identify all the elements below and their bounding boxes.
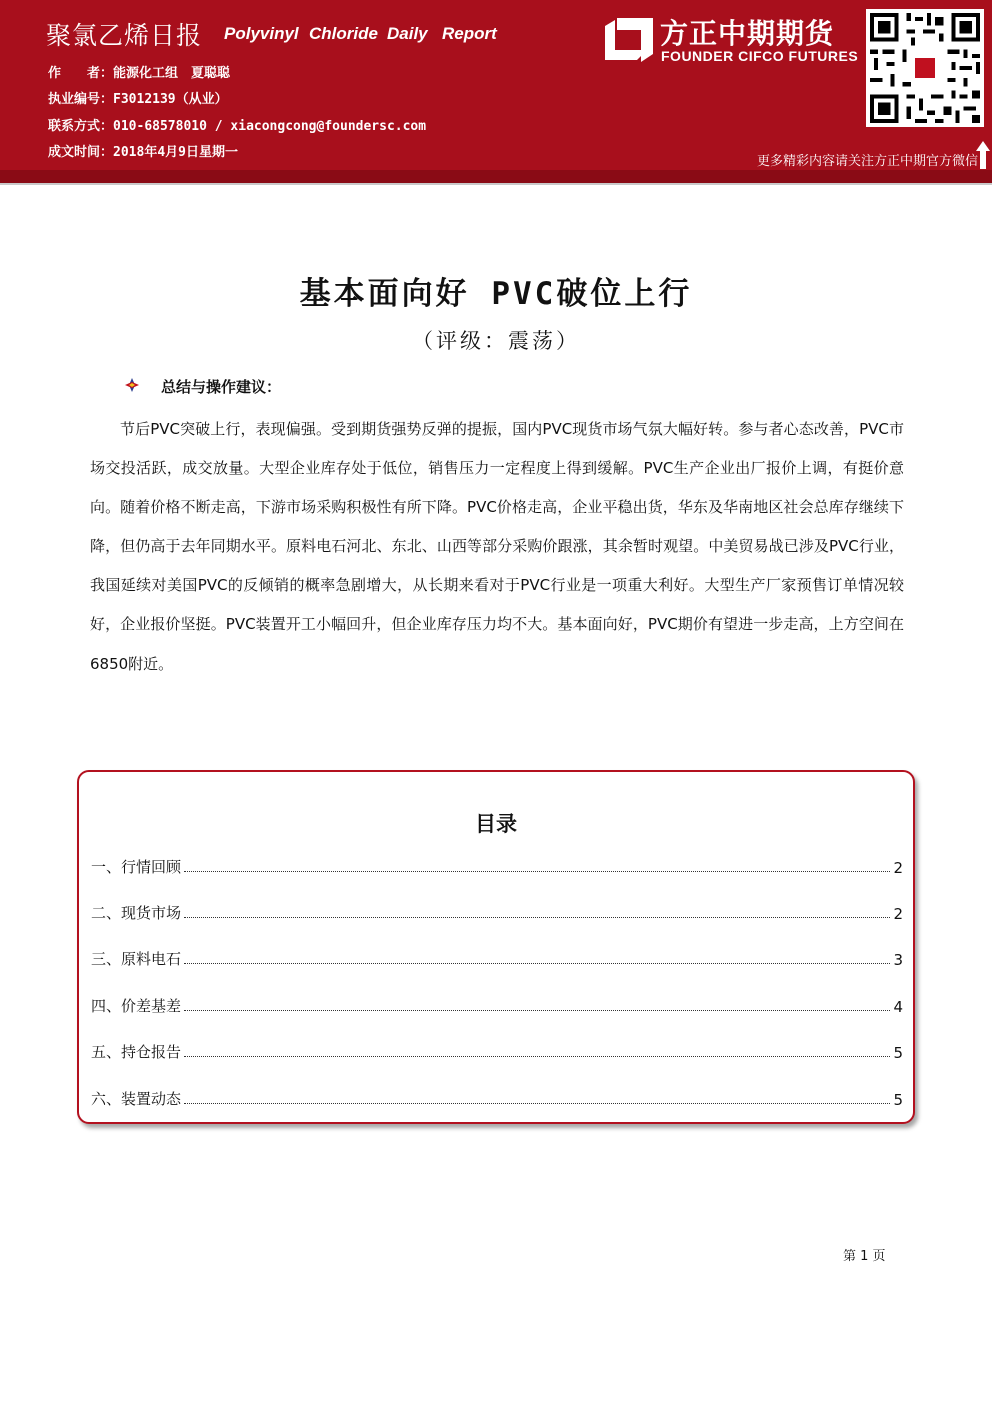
contact-label: 联系方式： xyxy=(48,119,114,134)
license-value: F3012139（从业） xyxy=(113,92,228,107)
toc-leader-dots xyxy=(184,871,890,872)
date-value: 2018年4月9日星期一 xyxy=(113,145,238,160)
toc-entry-page: 5 xyxy=(893,1091,903,1109)
report-series-en-word: Daily xyxy=(387,24,428,43)
toc-entry-page: 2 xyxy=(893,859,903,877)
toc-title: 目录 xyxy=(475,812,517,836)
toc-entry-label: 二、现货市场 xyxy=(91,904,182,922)
report-series-en-word: Report xyxy=(442,24,497,43)
toc-entry-page: 4 xyxy=(893,998,903,1016)
wechat-qr-code-icon xyxy=(866,9,984,127)
header-divider xyxy=(0,183,992,185)
diamond-bullet-icon xyxy=(124,377,140,393)
toc-leader-dots xyxy=(184,1103,890,1104)
toc-entry-page: 5 xyxy=(893,1044,903,1062)
toc-entry-label: 六、装置动态 xyxy=(91,1090,182,1108)
license-label: 执业编号： xyxy=(48,92,114,107)
date-label: 成文时间： xyxy=(48,145,114,160)
toc-entry[interactable] xyxy=(91,1085,903,1109)
wechat-follow-note: 更多精彩内容请关注方正中期官方微信 xyxy=(756,154,978,169)
arrow-up-icon xyxy=(975,140,991,170)
toc-entry[interactable] xyxy=(91,853,903,877)
date-line xyxy=(48,141,238,160)
toc-entry[interactable] xyxy=(91,992,903,1016)
toc-entry[interactable] xyxy=(91,1038,903,1062)
toc-entry[interactable] xyxy=(91,945,903,969)
author-label: 作 者： xyxy=(48,66,114,81)
toc-leader-dots xyxy=(184,1056,890,1057)
toc-entry-label: 一、行情回顾 xyxy=(91,858,182,876)
author-line xyxy=(48,62,230,81)
toc-leader-dots xyxy=(184,1010,890,1011)
header-bottom-band xyxy=(0,170,992,183)
company-name-cn: 方正中期期货 xyxy=(660,17,835,50)
summary-heading: 总结与操作建议： xyxy=(161,378,282,396)
toc-entry-label: 四、价差基差 xyxy=(91,997,182,1015)
license-line xyxy=(48,88,228,107)
toc-entry-page: 3 xyxy=(893,951,903,969)
table-of-contents xyxy=(77,770,915,1124)
report-series-en-word: Chloride xyxy=(309,24,378,43)
toc-entry-label: 五、持仓报告 xyxy=(91,1043,182,1061)
contact-value[interactable]: 010-68578010 / xiacongcong@foundersc.com xyxy=(113,119,427,134)
toc-leader-dots xyxy=(184,963,890,964)
toc-leader-dots xyxy=(184,917,890,918)
report-title: 基本面向好 PVC破位上行 xyxy=(299,276,693,312)
report-series-title: 聚氯乙烯日报 xyxy=(46,21,203,50)
toc-entry-page: 2 xyxy=(893,905,903,923)
toc-entry-label: 三、原料电石 xyxy=(91,950,182,968)
founder-logo-icon xyxy=(603,14,655,64)
report-series-en-word: Polyvinyl xyxy=(224,24,299,43)
contact-line xyxy=(48,115,426,134)
page-number: 第 1 页 xyxy=(843,1249,886,1264)
company-name-en: FOUNDER CIFCO FUTURES xyxy=(661,48,859,64)
report-header xyxy=(0,0,992,170)
report-rating: （评级：震荡） xyxy=(412,329,580,353)
author-value: 能源化工组 夏聪聪 xyxy=(113,66,231,81)
toc-entry[interactable] xyxy=(91,899,903,923)
summary-paragraph: 节后PVC突破上行，表现偏强。受到期货强势反弹的提振，国内PVC现货市场气氛大幅好转。参与者心态改善，PVC市场交投活跃，成交放量。大型企业库存处于低位，销售压力一定程度上得到缓解。PVC生产企业出厂报价上调，有挺价意向。随着价格不断走高，下游市场采购积极性有所下降。PVC价格走高，企业平稳出货，华东及华南地区社会总库存继续下降，但仍高于去年同期水平。原料电石河北、东北、山西等部分采购价跟涨，其余暂时观望。中美贸易战已涉及PVC行业，我国延续对美国PVC的反倾销的概率急剧增大，从长期来看对于PVC行业是一项重大利好。大型生产厂家预售订单情况较好，企业报价坚挺。PVC装置开工小幅回升，但企业库存压力均不大。基本面向好，PVC期价有望进一步走高，上方空间在6850附近。 xyxy=(90,420,904,673)
